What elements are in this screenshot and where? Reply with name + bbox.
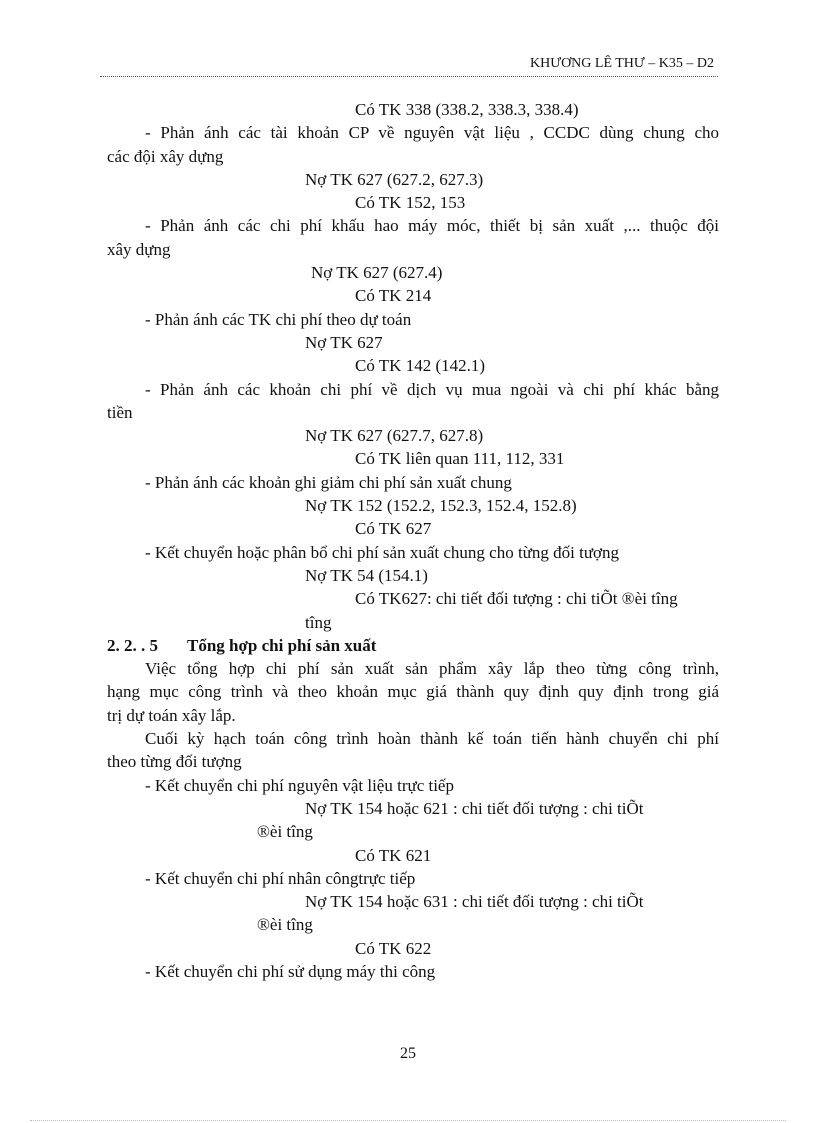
text-line: - Kết chuyển hoặc phân bổ chi phí sản xuất chung cho từng đối tượng <box>145 542 620 562</box>
text-line: theo từng đối tượng <box>107 752 242 772</box>
text-line: Nợ TK 627 <box>305 332 383 352</box>
text-line: xây dựng <box>107 239 171 259</box>
text-line: trị dự toán xây lắp. <box>107 705 236 725</box>
text-line: Có TK 627 <box>355 519 432 539</box>
document-body <box>107 98 719 983</box>
section-heading <box>107 634 719 657</box>
text-line: Nợ TK 627 (627.4) <box>311 263 443 283</box>
text-line: Việc tổng hợp chi phí sản xuất sản phẩm xây lắp theo từng công trình, <box>145 659 719 679</box>
text-line: Có TK 214 <box>355 286 432 306</box>
text-line: ®èi tîng <box>257 915 313 935</box>
text-line: Có TK 621 <box>355 845 432 865</box>
text-line: Có TK627: chi tiết đối tượng : chi tiÕt ®èi tîng <box>355 589 678 609</box>
text-line: các đội xây dựng <box>107 146 224 166</box>
text-line: hạng mục công trình và theo khoản mục giá thành quy định quy định trong giá <box>107 682 719 702</box>
text-line: Nợ TK 54 (154.1) <box>305 565 428 585</box>
header-author: KHƯƠNG LÊ THƯ – K35 – D2 <box>529 56 714 71</box>
running-header <box>100 56 718 77</box>
page-bottom-divider <box>30 1120 786 1121</box>
text-line: - Phản ánh các khoản chi phí về dịch vụ mua ngoài và chi phí khác bằng <box>145 379 719 399</box>
section-number: 2. 2. . 5 <box>107 635 158 655</box>
text-line: - Phản ánh các TK chi phí theo dự toán <box>145 309 412 329</box>
text-line: Có TK 338 (338.2, 338.3, 338.4) <box>355 100 579 119</box>
text-line: Có TK liên quan 111, 112, 331 <box>355 449 565 469</box>
page-number: 25 <box>400 1045 416 1062</box>
text-line: Cuối kỳ hạch toán công trình hoàn thành kế toán tiến hành chuyển chi phí <box>145 729 719 749</box>
text-line: Nợ TK 627 (627.2, 627.3) <box>305 169 484 189</box>
text-line: - Kết chuyển chi phí sử dụng máy thi công <box>145 961 436 981</box>
text-line: Nợ TK 154 hoặc 621 : chi tiết đối tượng : chi tiÕt <box>305 798 644 818</box>
text-line: Có TK 622 <box>355 938 432 958</box>
text-line: tiền <box>107 402 133 422</box>
text-line: tîng <box>305 612 332 632</box>
text-line: Có TK 142 (142.1) <box>355 356 486 376</box>
section-title: Tổng hợp chi phí sản xuất <box>187 635 377 655</box>
text-line: - Kết chuyển chi phí nhân côngtrực tiếp <box>145 868 416 888</box>
text-line: Nợ TK 152 (152.2, 152.3, 152.4, 152.8) <box>305 496 577 516</box>
text-line: Có TK 152, 153 <box>355 193 466 213</box>
text-line: Nợ TK 154 hoặc 631 : chi tiết đối tượng : chi tiÕt <box>305 892 644 912</box>
text-line: - Phản ánh các tài khoản CP về nguyên vật liệu , CCDC dùng chung cho <box>145 123 719 143</box>
text-line: ®èi tîng <box>257 822 313 842</box>
text-line: - Phản ánh các chi phí khấu hao máy móc, thiết bị sản xuất ,... thuộc đội <box>145 216 719 236</box>
text-line: - Kết chuyển chi phí nguyên vật liệu trực tiếp <box>145 775 454 795</box>
text-line: Nợ TK 627 (627.7, 627.8) <box>305 426 484 446</box>
text-line: - Phản ánh các khoản ghi giảm chi phí sản xuất chung <box>145 472 512 492</box>
